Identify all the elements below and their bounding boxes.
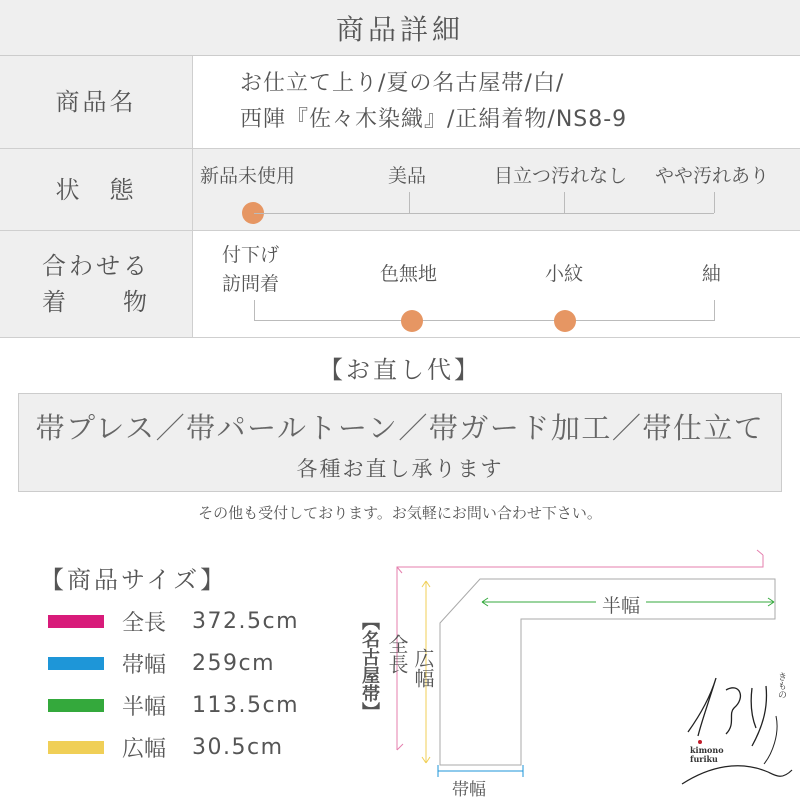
wide-width-arrow [426, 581, 430, 587]
size-name: 帯幅 [122, 653, 167, 678]
match-selected-dot [401, 310, 423, 332]
logo-brand [690, 746, 724, 764]
logo-brand-line1: kimono [690, 745, 724, 755]
total-length-arrow [397, 567, 402, 573]
total-length-arrow [397, 744, 403, 750]
repair-heading: 【お直し代】 [319, 356, 481, 384]
size-heading: 【商品サイズ】 [40, 566, 228, 594]
half-width-arrow [482, 598, 488, 602]
logo-kana: きもの [776, 672, 786, 699]
size-value: 372.5cm [192, 609, 300, 634]
match-level-0-line1: 付下げ [222, 244, 280, 266]
wide-width-arrow [426, 757, 430, 763]
repair-box [18, 393, 782, 492]
repair-subtext: 各種お直し承ります [296, 457, 504, 481]
logo-brand-line2: furiku [690, 754, 718, 764]
match-level-3: 紬 [702, 263, 722, 285]
wide-width-arrow [422, 757, 426, 763]
product-name-line1: お仕立て上り/夏の名古屋帯/白/ [240, 71, 565, 96]
match-selected-dot [554, 310, 576, 332]
match-tick [714, 300, 715, 321]
half-width-arrow [768, 602, 774, 606]
match-level-0 [222, 241, 279, 299]
diagram-total-label: 全長 [385, 634, 409, 674]
size-name: 広幅 [122, 737, 167, 762]
size-swatch [48, 615, 104, 628]
match-level-1: 色無地 [380, 263, 438, 285]
diagram-belt-label: 帯幅 [452, 780, 486, 800]
condition-level-1: 美品 [388, 165, 427, 187]
size-swatch [48, 741, 104, 754]
product-name-row [0, 56, 800, 149]
match-label [0, 231, 193, 337]
match-label-line1: 合わせる [42, 252, 150, 280]
match-level-2: 小紋 [545, 263, 584, 285]
repair-note: その他も受付しております。お気軽にお問い合わせ下さい。 [198, 504, 602, 522]
size-value: 113.5cm [192, 693, 300, 718]
match-tick [254, 300, 255, 321]
diagram-type-label: 【名古屋帯】 [359, 612, 380, 720]
condition-level-2: 目立つ汚れなし [494, 165, 628, 187]
diagram-wide-label: 広幅 [411, 648, 435, 688]
diagram-half-label: 半幅 [596, 591, 646, 618]
match-label-line2: 着 物 [42, 288, 150, 316]
condition-level-0: 新品未使用 [200, 165, 296, 187]
product-name-value [240, 66, 627, 138]
size-value: 30.5cm [192, 735, 284, 760]
size-swatch [48, 657, 104, 670]
size-row-total [48, 606, 299, 637]
half-width-arrow [768, 598, 774, 602]
page-title: 商品詳細 [0, 0, 800, 56]
condition-tick [409, 192, 410, 213]
size-row-half [48, 690, 299, 721]
match-row [0, 231, 800, 338]
size-row-wide [48, 732, 284, 763]
condition-row [0, 149, 800, 231]
product-name-line2: 西陣『佐々木染織』/正絹着物/NS8-9 [240, 107, 628, 132]
condition-scale-line [254, 213, 714, 214]
wide-width-arrow [422, 581, 426, 587]
product-name-label: 商品名 [0, 56, 193, 148]
total-length-arrow [757, 550, 763, 555]
condition-label: 状 態 [0, 149, 193, 230]
half-width-arrow [482, 602, 488, 606]
size-swatch [48, 699, 104, 712]
size-row-belt [48, 648, 275, 679]
repair-services: 帯プレス／帯パールトーン／帯ガード加工／帯仕立て [35, 411, 765, 445]
condition-level-3: やや汚れあり [655, 165, 770, 187]
condition-tick [564, 192, 565, 213]
match-level-0-line2: 訪問着 [222, 273, 280, 295]
match-scale-line [254, 320, 715, 321]
size-value: 259cm [192, 651, 276, 676]
size-name: 全長 [122, 611, 167, 636]
size-name: 半幅 [122, 695, 167, 720]
condition-tick [714, 192, 715, 213]
